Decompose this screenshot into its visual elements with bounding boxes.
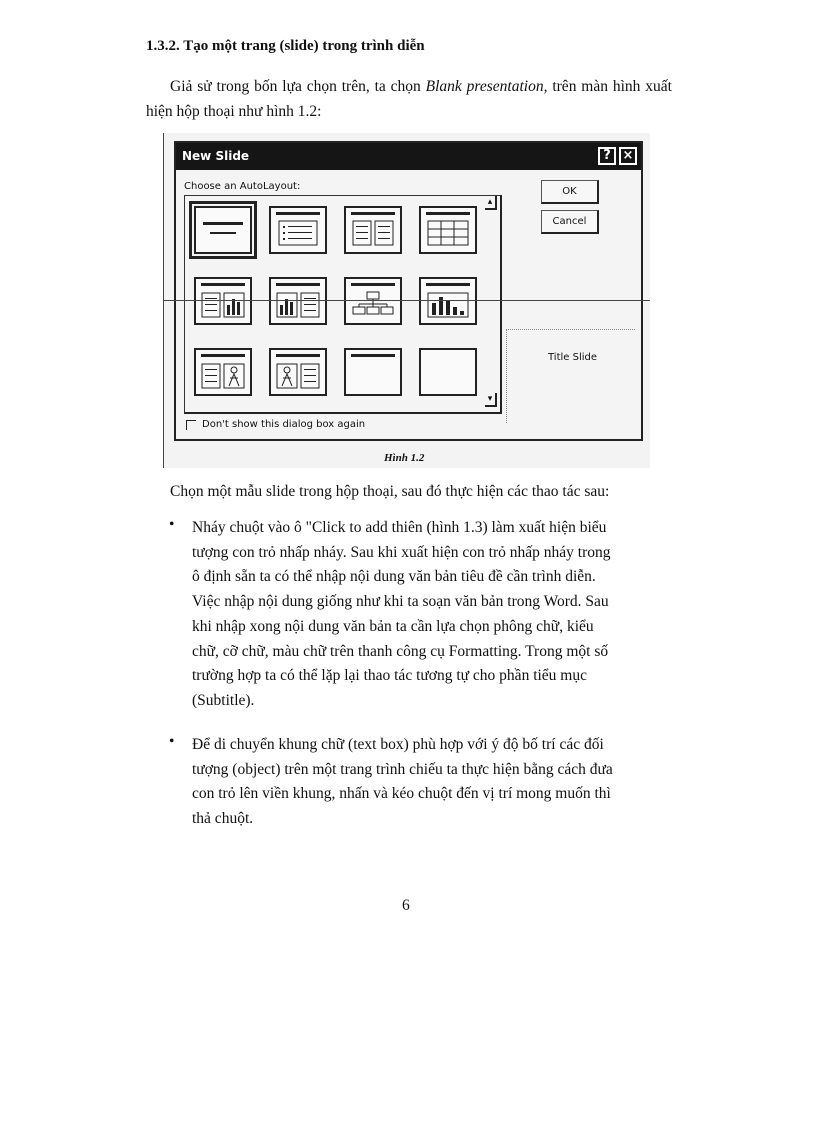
- layout-bulleted-list[interactable]: [269, 206, 327, 254]
- layout-two-column-text[interactable]: [344, 206, 402, 254]
- bullet-2-line: thả chuột.: [192, 810, 254, 828]
- bullet-1-line: Nháy chuột vào ô "Click to add thiên (hình 1.3) làm xuất hiện biểu: [192, 519, 607, 536]
- org-chart-thumb-icon: [346, 279, 400, 323]
- para-text-1: Giả sử trong bốn lựa chọn trên, ta chọn: [170, 78, 426, 95]
- bullet-2-line: Để di chuyển khung chữ (text box) phù hợp với ý độ bố trí các đối: [192, 736, 604, 753]
- bullet-2-line: con trỏ lên viền khung, nhấn và kéo chuột đến vị trí mong muốn thì: [192, 785, 611, 803]
- text-chart-thumb-icon: [196, 279, 250, 323]
- page-number: 6: [402, 897, 410, 914]
- scroll-down-arrow[interactable]: ▾: [485, 393, 497, 407]
- bullet-marker: •: [169, 516, 175, 533]
- layout-preview-area: [506, 329, 635, 423]
- bullet-1-line: chữ, cỡ chữ, màu chữ trên thanh công cụ Formatting. Trong một số: [192, 642, 609, 660]
- layout-title-slide[interactable]: [194, 206, 252, 254]
- para-emphasis: Blank presentation,: [425, 78, 548, 95]
- bullet-2-line: tượng (object) trên một trang trình chiếu ta thực hiện bằng cách đưa: [192, 760, 613, 778]
- bulleted-list-thumb-icon: [271, 208, 325, 252]
- choose-autolayout-label: Choose an AutoLayout:: [184, 181, 301, 192]
- table-thumb-icon: [421, 208, 475, 252]
- bullet-1-line: (Subtitle).: [192, 691, 255, 709]
- chart-thumb-icon: [421, 279, 475, 323]
- title-slide-thumb-icon: [196, 208, 250, 252]
- bullet-marker: •: [169, 733, 175, 750]
- layout-text-and-clip-art[interactable]: [194, 348, 252, 396]
- layout-organization-chart[interactable]: [344, 277, 402, 325]
- dialog-titlebar: [176, 143, 641, 170]
- bullet-1-line: Việc nhập nội dung giống như khi ta soạn văn bản trong Word. Sau: [192, 593, 609, 611]
- section-heading: 1.3.2. Tạo một trang (slide) trong trình diễn: [146, 38, 425, 54]
- bullet-item-1: [192, 516, 672, 714]
- dialog-title: New Slide: [182, 149, 250, 163]
- steps-intro: Chọn một mẫu slide trong hộp thoại, sau đó thực hiện các thao tác sau:: [170, 483, 610, 500]
- close-button[interactable]: ×: [619, 147, 637, 165]
- chart-text-thumb-icon: [271, 279, 325, 323]
- bullet-item-2: [192, 733, 672, 832]
- clipart-text-thumb-icon: [271, 350, 325, 394]
- two-column-thumb-icon: [346, 208, 400, 252]
- layout-chart[interactable]: [419, 277, 477, 325]
- bullet-1-line: ô định sẵn ta có thể nhập nội dung văn bản tiêu đề cần trình diễn.: [192, 568, 596, 586]
- title-only-thumb-icon: [346, 350, 400, 394]
- layout-chart-and-text[interactable]: [269, 277, 327, 325]
- autolayout-gallery: [184, 195, 502, 414]
- dont-show-label: Don't show this dialog box again: [202, 419, 366, 430]
- bullet-1-line: khi nhập xong nội dung văn bản ta cần lựa chọn phông chữ, kiểu: [192, 617, 594, 635]
- layout-clip-art-and-text[interactable]: [269, 348, 327, 396]
- dont-show-checkbox[interactable]: [186, 420, 196, 430]
- layout-preview-name: Title Slide: [548, 352, 598, 363]
- layout-text-and-chart[interactable]: [194, 277, 252, 325]
- layout-blank[interactable]: [419, 348, 477, 396]
- para-text-2: trên màn hình xuất hiện hộp thoại như hình 1.2:: [146, 78, 672, 120]
- layout-title-only[interactable]: [344, 348, 402, 396]
- figure-caption: Hình 1.2: [384, 452, 425, 464]
- bullet-1-line: tượng con trỏ nhấp nháy. Sau khi xuất hiện con trỏ nhấp nháy trong: [192, 543, 611, 561]
- cancel-button[interactable]: Cancel: [541, 210, 599, 234]
- figure-horizontal-line: [163, 300, 650, 301]
- help-button[interactable]: ?: [598, 147, 616, 165]
- scroll-up-arrow[interactable]: ▴: [485, 196, 497, 210]
- ok-button[interactable]: OK: [541, 180, 599, 204]
- bullet-1-line: trường hợp ta có thể lặp lại thao tác tương tự cho phần tiểu mục: [192, 667, 587, 685]
- new-slide-dialog: [174, 141, 643, 441]
- intro-paragraph: [146, 74, 672, 124]
- text-clipart-thumb-icon: [196, 350, 250, 394]
- layout-table[interactable]: [419, 206, 477, 254]
